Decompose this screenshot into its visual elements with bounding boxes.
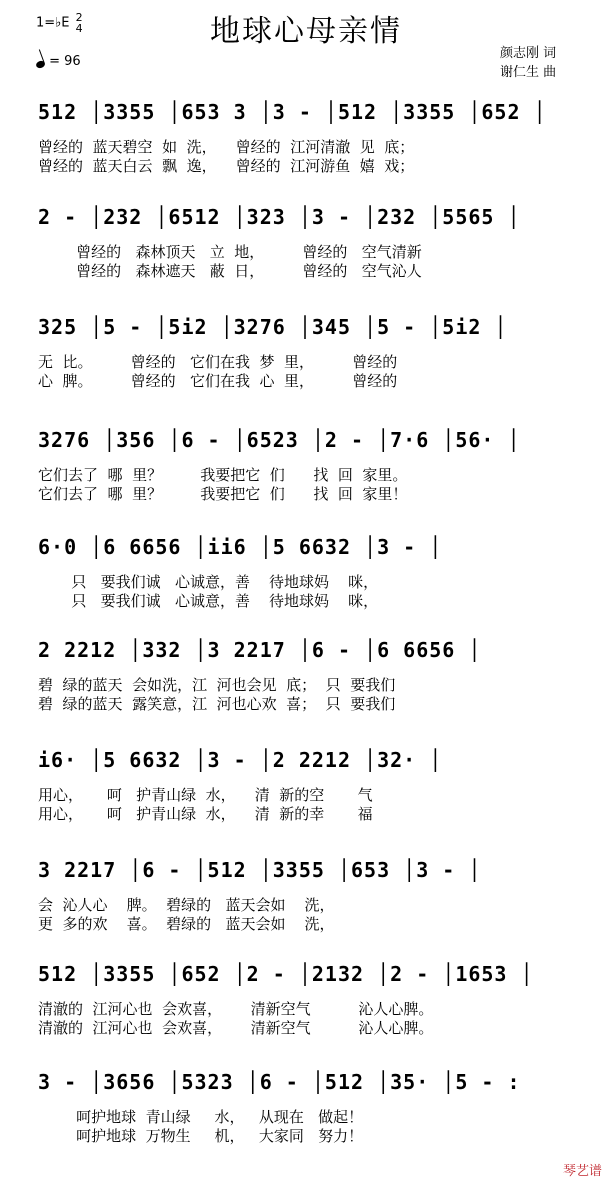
song-title: 地球心母亲情 <box>210 14 402 49</box>
lyric-verse-2: 只 要我们诚 心诚意，善 待地球妈 咪， <box>38 592 379 610</box>
lyric-verse-1: 清澈的 江河心也 会欢喜， 清新空气 沁人心脾。 <box>38 1000 434 1018</box>
quarter-note-icon <box>35 60 46 70</box>
score-system <box>38 428 583 520</box>
notation-line: 325 │5 - │5i2 │3276 │345 │5 - │5i2 │ <box>38 315 508 339</box>
lyric-verse-1: 无 比。 曾经的 它们在我 梦 里， 曾经的 <box>38 353 398 371</box>
composer-credit: 谢仁生 曲 <box>500 65 557 80</box>
score-system <box>38 1070 583 1162</box>
score-system <box>38 858 583 950</box>
key-label: 1=♭E <box>36 15 70 31</box>
lyric-verse-2: 碧 绿的蓝天 露笑意，江 河也心欢 喜； 只 要我们 <box>38 695 396 713</box>
lyric-verse-2: 用心， 呵 护青山绿 水， 清 新的幸 福 <box>38 805 373 823</box>
watermark: 琴艺谱 <box>562 1164 602 1179</box>
score-system <box>38 962 583 1054</box>
lyric-verse-2: 曾经的 蓝天白云 飘 逸， 曾经的 江河游鱼 嬉 戏； <box>38 157 415 175</box>
lyric-verse-1: 用心， 呵 护青山绿 水， 清 新的空 气 <box>38 786 373 804</box>
lyric-verse-1: 曾经的 森林顶天 立 地， 曾经的 空气清新 <box>38 243 422 261</box>
time-signature-bottom: 4 <box>75 22 83 35</box>
score-system <box>38 535 583 627</box>
lyric-verse-2: 它们去了 哪 里？ 我要把它 们 找 回 家里！ <box>38 485 408 503</box>
notation-line: 3 2217 │6 - │512 │3355 │653 │3 - │ <box>38 858 482 882</box>
score-system <box>38 205 583 297</box>
lyric-verse-2: 更 多的欢 喜。 碧绿的 蓝天会如 洗， <box>38 915 335 933</box>
tempo-marking <box>36 54 81 69</box>
lyric-verse-2: 呵护地球 万物生 机， 大家同 努力！ <box>38 1127 364 1145</box>
score-system <box>38 315 583 407</box>
lyric-verse-1: 碧 绿的蓝天 会如洗，江 河也会见 底； 只 要我们 <box>38 676 396 694</box>
lyric-verse-1: 它们去了 哪 里？ 我要把它 们 找 回 家里。 <box>38 466 408 484</box>
lyric-verse-2: 曾经的 森林遮天 蔽 日， 曾经的 空气沁人 <box>38 262 422 280</box>
lyric-verse-1: 曾经的 蓝天碧空 如 洗， 曾经的 江河清澈 见 底； <box>38 138 415 156</box>
score-system <box>38 748 583 840</box>
notation-line: 2 - │232 │6512 │323 │3 - │232 │5565 │ <box>38 205 521 229</box>
score-system <box>38 100 583 192</box>
notation-line: 3 - │3656 │5323 │6 - │512 │35· │5 - : <box>38 1070 521 1094</box>
notation-line: 3276 │356 │6 - │6523 │2 - │7·6 │56· │ <box>38 428 521 452</box>
credits <box>500 44 556 82</box>
notation-line: 512 │3355 │652 │2 - │2132 │2 - │1653 │ <box>38 962 534 986</box>
time-signature-top: 2 <box>75 11 83 24</box>
tempo-value: = 96 <box>49 54 81 69</box>
lyric-verse-1: 只 要我们诚 心诚意，善 待地球妈 咪， <box>38 573 379 591</box>
notation-line: 2 2212 │332 │3 2217 │6 - │6 6656 │ <box>38 638 482 662</box>
lyricist-credit: 颜志刚 词 <box>500 46 557 61</box>
score-system <box>38 638 583 730</box>
notation-line: 6·0 │6 6656 │ii6 │5 6632 │3 - │ <box>38 535 443 559</box>
lyric-verse-2: 心 脾。 曾经的 它们在我 心 里， 曾经的 <box>38 372 398 390</box>
notation-line: i6· │5 6632 │3 - │2 2212 │32· │ <box>38 748 443 772</box>
lyric-verse-2: 清澈的 江河心也 会欢喜， 清新空气 沁人心脾。 <box>38 1019 434 1037</box>
notation-line: 512 │3355 │653 3 │3 - │512 │3355 │652 │ <box>38 100 547 124</box>
lyric-verse-1: 呵护地球 青山绿 水， 从现在 做起！ <box>38 1108 364 1126</box>
lyric-verse-1: 会 沁人心 脾。 碧绿的 蓝天会如 洗， <box>38 896 335 914</box>
